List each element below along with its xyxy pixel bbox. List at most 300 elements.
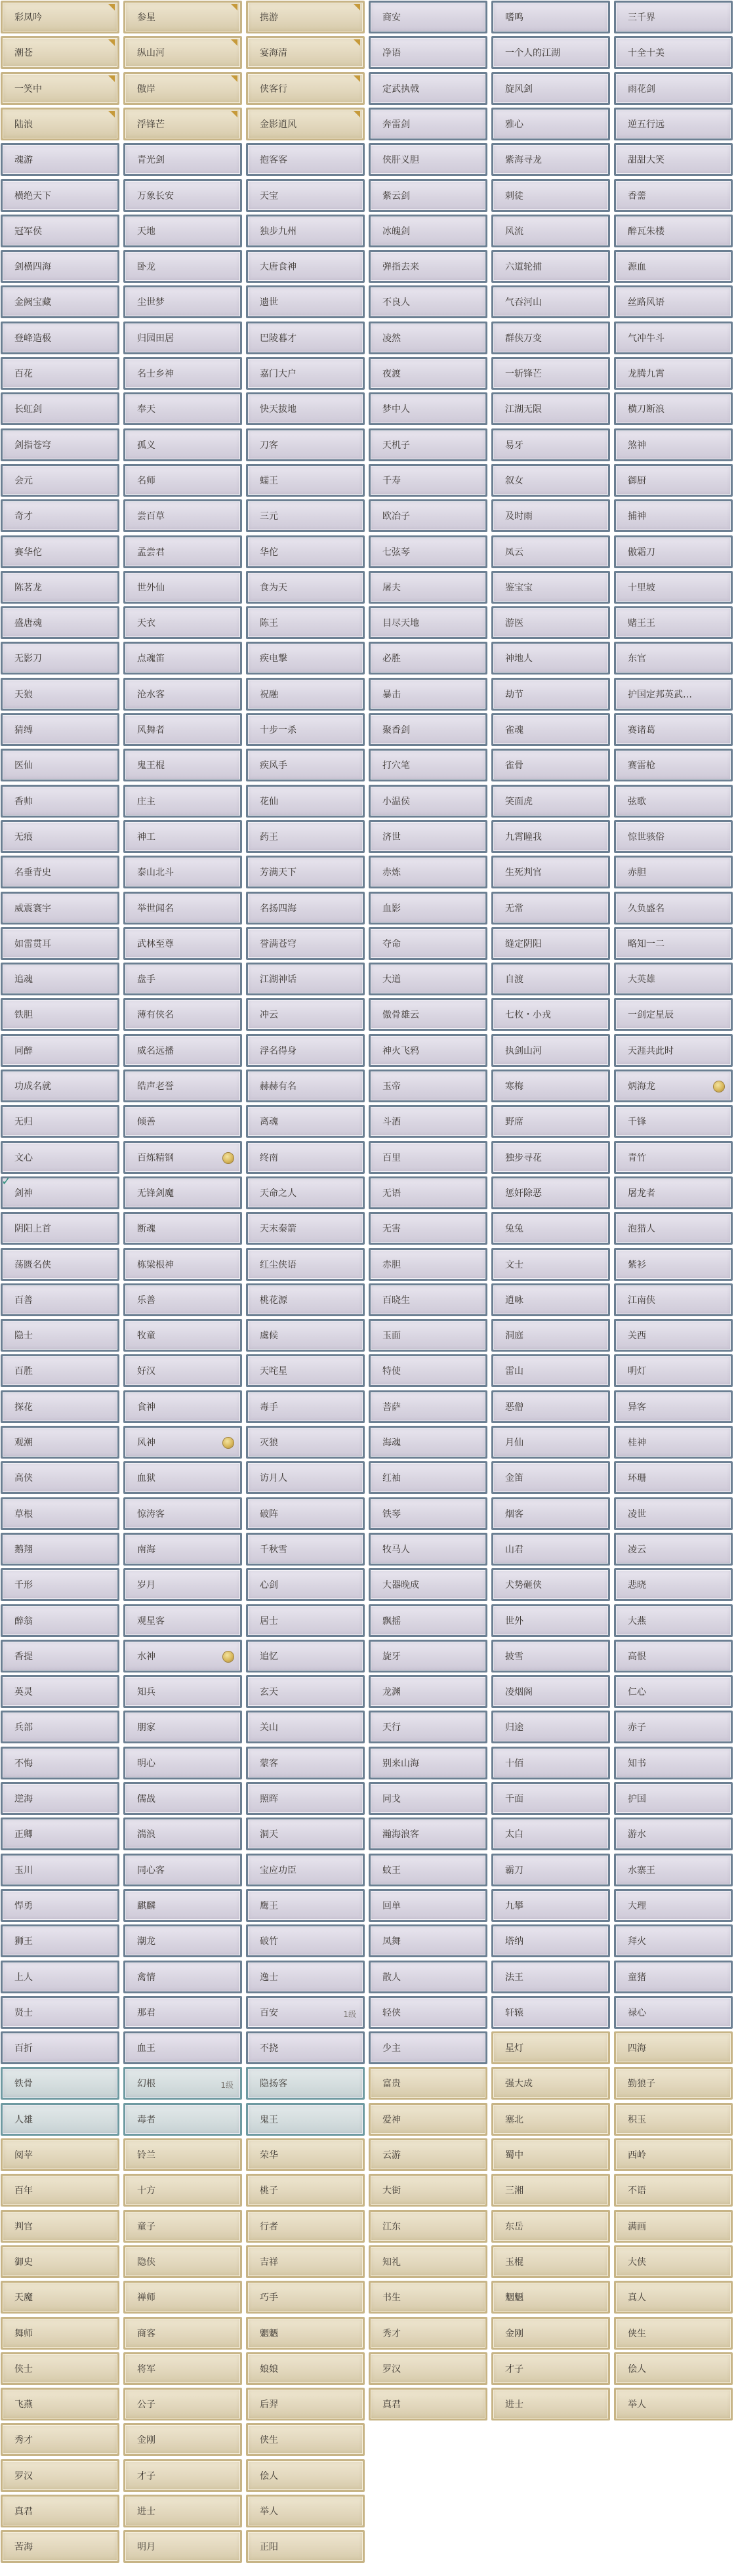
title-tile[interactable] <box>369 285 487 318</box>
title-tile[interactable] <box>1 1319 119 1352</box>
title-tile[interactable] <box>246 606 365 639</box>
title-tile[interactable] <box>491 1426 610 1459</box>
title-tile[interactable] <box>369 1070 487 1102</box>
title-tile[interactable] <box>491 1176 610 1209</box>
title-tile[interactable] <box>246 2067 365 2100</box>
title-tile[interactable] <box>246 464 365 497</box>
title-tile[interactable] <box>1 1034 119 1067</box>
title-tile[interactable] <box>1 1854 119 1886</box>
title-tile[interactable] <box>123 1 242 33</box>
title-tile[interactable] <box>491 1533 610 1566</box>
title-tile[interactable] <box>491 1961 610 1993</box>
title-tile[interactable] <box>614 2103 733 2136</box>
title-tile[interactable] <box>1 1497 119 1530</box>
title-tile[interactable] <box>491 2388 610 2420</box>
title-tile[interactable] <box>1 357 119 390</box>
title-tile[interactable] <box>123 1996 242 2029</box>
title-tile[interactable] <box>123 1924 242 1957</box>
title-tile[interactable] <box>491 2103 610 2136</box>
title-tile[interactable] <box>123 2103 242 2136</box>
title-tile[interactable] <box>246 1354 365 1387</box>
title-tile[interactable] <box>123 2031 242 2064</box>
title-tile[interactable] <box>1 1675 119 1708</box>
title-tile[interactable] <box>614 1604 733 1637</box>
title-tile[interactable] <box>491 820 610 853</box>
title-tile[interactable] <box>369 322 487 354</box>
title-tile[interactable] <box>491 2352 610 2385</box>
title-tile[interactable] <box>246 285 365 318</box>
title-tile[interactable] <box>369 72 487 105</box>
title-tile[interactable] <box>369 2352 487 2385</box>
title-tile[interactable] <box>1 856 119 888</box>
title-tile[interactable] <box>1 1924 119 1957</box>
title-tile[interactable] <box>1 1070 119 1102</box>
title-tile[interactable] <box>369 749 487 781</box>
title-tile[interactable] <box>1 927 119 960</box>
title-tile[interactable] <box>614 1818 733 1850</box>
title-tile[interactable] <box>369 215 487 247</box>
title-tile[interactable] <box>1 2530 119 2563</box>
title-tile[interactable] <box>1 2210 119 2243</box>
title-tile[interactable] <box>1 571 119 604</box>
title-tile[interactable] <box>123 1711 242 1743</box>
title-tile[interactable] <box>1 713 119 746</box>
title-tile[interactable] <box>491 322 610 354</box>
title-tile[interactable] <box>246 2138 365 2171</box>
title-tile[interactable] <box>1 2423 119 2456</box>
title-tile[interactable] <box>614 1961 733 1993</box>
title-tile[interactable] <box>123 143 242 176</box>
title-tile[interactable] <box>246 1390 365 1423</box>
title-tile[interactable] <box>123 1319 242 1352</box>
title-tile[interactable] <box>123 1426 242 1459</box>
title-tile[interactable] <box>369 2388 487 2420</box>
title-tile[interactable] <box>1 499 119 532</box>
title-tile[interactable] <box>369 2317 487 2350</box>
title-tile[interactable] <box>491 143 610 176</box>
title-tile[interactable] <box>369 892 487 924</box>
title-tile[interactable] <box>369 1426 487 1459</box>
title-tile[interactable] <box>614 1176 733 1209</box>
title-tile[interactable] <box>246 1141 365 1174</box>
title-tile[interactable] <box>1 2138 119 2171</box>
title-tile[interactable] <box>1 892 119 924</box>
title-tile[interactable] <box>123 250 242 283</box>
title-tile[interactable] <box>123 1354 242 1387</box>
title-tile[interactable] <box>246 2245 365 2278</box>
title-tile[interactable] <box>369 2067 487 2100</box>
title-tile[interactable] <box>614 820 733 853</box>
title-tile[interactable] <box>614 2388 733 2420</box>
title-tile[interactable] <box>369 1924 487 1957</box>
title-tile[interactable] <box>1 606 119 639</box>
title-tile[interactable] <box>614 998 733 1031</box>
title-tile[interactable] <box>369 1568 487 1601</box>
title-tile[interactable] <box>614 1 733 33</box>
title-tile[interactable] <box>614 179 733 212</box>
title-tile[interactable] <box>246 571 365 604</box>
title-tile[interactable] <box>491 1782 610 1815</box>
title-tile[interactable] <box>614 571 733 604</box>
title-tile[interactable] <box>246 1604 365 1637</box>
title-tile[interactable] <box>369 392 487 425</box>
title-tile[interactable] <box>246 1675 365 1708</box>
title-tile[interactable] <box>369 1818 487 1850</box>
title-tile[interactable] <box>1 1711 119 1743</box>
title-tile[interactable] <box>491 2210 610 2243</box>
title-tile[interactable] <box>369 820 487 853</box>
title-tile[interactable] <box>246 1854 365 1886</box>
title-tile[interactable] <box>369 1141 487 1174</box>
title-tile[interactable] <box>614 642 733 675</box>
title-tile[interactable] <box>123 1212 242 1245</box>
title-tile[interactable] <box>369 642 487 675</box>
title-tile[interactable] <box>1 998 119 1031</box>
title-tile[interactable] <box>614 1070 733 1102</box>
title-tile[interactable] <box>491 1497 610 1530</box>
title-tile[interactable] <box>1 820 119 853</box>
title-tile[interactable] <box>246 856 365 888</box>
title-tile[interactable] <box>369 2174 487 2207</box>
title-tile[interactable] <box>246 2459 365 2492</box>
title-tile[interactable] <box>614 2174 733 2207</box>
title-tile[interactable] <box>369 1961 487 1993</box>
title-tile[interactable] <box>123 357 242 390</box>
title-tile[interactable] <box>246 713 365 746</box>
title-tile[interactable] <box>123 963 242 995</box>
title-tile[interactable] <box>614 1354 733 1387</box>
title-tile[interactable] <box>1 464 119 497</box>
title-tile[interactable] <box>491 2138 610 2171</box>
title-tile[interactable] <box>369 856 487 888</box>
title-tile[interactable] <box>1 108 119 140</box>
title-tile[interactable] <box>491 1568 610 1601</box>
title-tile[interactable] <box>246 963 365 995</box>
title-tile[interactable] <box>491 215 610 247</box>
title-tile[interactable] <box>491 2067 610 2100</box>
title-tile[interactable] <box>123 2067 242 2100</box>
title-tile[interactable] <box>1 1461 119 1494</box>
title-tile[interactable] <box>246 215 365 247</box>
title-tile[interactable] <box>123 1034 242 1067</box>
title-tile[interactable] <box>614 36 733 69</box>
title-tile[interactable] <box>614 1568 733 1601</box>
title-tile[interactable] <box>123 285 242 318</box>
title-tile[interactable] <box>123 535 242 568</box>
title-tile[interactable] <box>491 1889 610 1922</box>
title-tile[interactable] <box>1 1818 119 1850</box>
title-tile[interactable] <box>246 1711 365 1743</box>
title-tile[interactable] <box>1 250 119 283</box>
title-tile[interactable] <box>1 215 119 247</box>
title-tile[interactable] <box>246 1782 365 1815</box>
title-tile[interactable] <box>614 927 733 960</box>
title-tile[interactable] <box>246 36 365 69</box>
title-tile[interactable] <box>123 72 242 105</box>
title-tile[interactable] <box>491 1604 610 1637</box>
title-tile[interactable] <box>369 1711 487 1743</box>
title-tile[interactable] <box>369 2281 487 2314</box>
title-tile[interactable] <box>246 2423 365 2456</box>
title-tile[interactable] <box>246 1 365 33</box>
title-tile[interactable] <box>614 250 733 283</box>
title-tile[interactable] <box>369 1640 487 1672</box>
title-tile[interactable] <box>246 428 365 461</box>
title-tile[interactable] <box>491 36 610 69</box>
title-tile[interactable] <box>369 1675 487 1708</box>
title-tile[interactable] <box>246 2174 365 2207</box>
title-tile[interactable] <box>1 2031 119 2064</box>
title-tile[interactable] <box>369 1747 487 1779</box>
title-tile[interactable] <box>491 642 610 675</box>
title-tile[interactable] <box>369 535 487 568</box>
title-tile[interactable] <box>246 72 365 105</box>
title-tile[interactable] <box>1 1105 119 1138</box>
title-tile[interactable] <box>246 2352 365 2385</box>
title-tile[interactable] <box>369 713 487 746</box>
title-tile[interactable] <box>123 1889 242 1922</box>
title-tile[interactable] <box>1 2245 119 2278</box>
title-tile[interactable] <box>123 36 242 69</box>
title-tile[interactable] <box>246 927 365 960</box>
title-tile[interactable] <box>491 1283 610 1316</box>
title-tile[interactable] <box>369 108 487 140</box>
title-tile[interactable] <box>246 1924 365 1957</box>
title-tile[interactable] <box>614 285 733 318</box>
title-tile[interactable] <box>1 2103 119 2136</box>
title-tile[interactable] <box>123 785 242 818</box>
title-tile[interactable] <box>614 1924 733 1957</box>
title-tile[interactable] <box>246 1105 365 1138</box>
title-tile[interactable] <box>614 2067 733 2100</box>
title-tile[interactable] <box>614 1996 733 2029</box>
title-tile[interactable] <box>123 1105 242 1138</box>
title-tile[interactable] <box>369 1533 487 1566</box>
title-tile[interactable] <box>491 749 610 781</box>
title-tile[interactable] <box>1 1354 119 1387</box>
title-tile[interactable] <box>123 2388 242 2420</box>
title-tile[interactable] <box>491 2317 610 2350</box>
title-tile[interactable] <box>246 1818 365 1850</box>
title-tile[interactable] <box>369 1176 487 1209</box>
title-tile[interactable] <box>246 499 365 532</box>
title-tile[interactable] <box>246 785 365 818</box>
title-tile[interactable] <box>491 1747 610 1779</box>
title-tile[interactable] <box>1 2459 119 2492</box>
title-tile[interactable] <box>491 1461 610 1494</box>
title-tile[interactable] <box>246 1070 365 1102</box>
title-tile[interactable] <box>123 713 242 746</box>
title-tile[interactable] <box>614 1889 733 1922</box>
title-tile[interactable] <box>123 2174 242 2207</box>
title-tile[interactable] <box>1 535 119 568</box>
title-tile[interactable] <box>123 1604 242 1637</box>
title-tile[interactable] <box>1 2388 119 2420</box>
title-tile[interactable] <box>491 250 610 283</box>
title-tile[interactable] <box>491 1854 610 1886</box>
title-tile[interactable] <box>1 963 119 995</box>
title-tile[interactable] <box>369 1390 487 1423</box>
title-tile[interactable] <box>614 428 733 461</box>
title-tile[interactable] <box>614 215 733 247</box>
title-tile[interactable] <box>491 1675 610 1708</box>
title-tile[interactable] <box>1 36 119 69</box>
title-tile[interactable] <box>246 143 365 176</box>
title-tile[interactable] <box>614 1461 733 1494</box>
title-tile[interactable] <box>614 2210 733 2243</box>
title-tile[interactable] <box>246 1248 365 1281</box>
title-tile[interactable] <box>369 1 487 33</box>
title-tile[interactable] <box>491 1711 610 1743</box>
title-tile[interactable] <box>1 1640 119 1672</box>
title-tile[interactable] <box>123 179 242 212</box>
title-tile[interactable] <box>614 1283 733 1316</box>
title-tile[interactable] <box>123 2495 242 2527</box>
title-tile[interactable] <box>491 606 610 639</box>
title-tile[interactable] <box>246 2317 365 2350</box>
title-tile[interactable] <box>123 2423 242 2456</box>
title-tile[interactable] <box>491 571 610 604</box>
title-tile[interactable] <box>491 1141 610 1174</box>
title-tile[interactable] <box>246 1568 365 1601</box>
title-tile[interactable] <box>1 1141 119 1174</box>
title-tile[interactable] <box>369 464 487 497</box>
title-tile[interactable] <box>123 1961 242 1993</box>
title-tile[interactable] <box>246 1996 365 2029</box>
title-tile[interactable] <box>614 1497 733 1530</box>
title-tile[interactable] <box>491 927 610 960</box>
title-tile[interactable] <box>123 499 242 532</box>
title-tile[interactable] <box>614 749 733 781</box>
title-tile[interactable] <box>369 1604 487 1637</box>
title-tile[interactable] <box>614 1426 733 1459</box>
title-tile[interactable] <box>491 464 610 497</box>
title-tile[interactable] <box>1 72 119 105</box>
title-tile[interactable] <box>1 1283 119 1316</box>
title-tile[interactable] <box>246 1889 365 1922</box>
title-tile[interactable] <box>369 1283 487 1316</box>
title-tile[interactable] <box>1 749 119 781</box>
title-tile[interactable] <box>123 1141 242 1174</box>
title-tile[interactable] <box>369 179 487 212</box>
title-tile[interactable] <box>614 785 733 818</box>
title-tile[interactable] <box>1 2352 119 2385</box>
title-tile[interactable] <box>246 108 365 140</box>
title-tile[interactable] <box>1 392 119 425</box>
title-tile[interactable] <box>491 428 610 461</box>
title-tile[interactable] <box>246 2530 365 2563</box>
title-tile[interactable] <box>491 1212 610 1245</box>
title-tile[interactable] <box>491 1924 610 1957</box>
title-tile[interactable] <box>1 2067 119 2100</box>
title-tile[interactable] <box>369 1854 487 1886</box>
title-tile[interactable] <box>614 108 733 140</box>
title-tile[interactable] <box>369 1889 487 1922</box>
title-tile[interactable] <box>614 1105 733 1138</box>
title-tile[interactable] <box>369 785 487 818</box>
title-tile[interactable] <box>1 1996 119 2029</box>
title-tile[interactable] <box>246 1497 365 1530</box>
title-tile[interactable] <box>1 1248 119 1281</box>
title-tile[interactable] <box>369 927 487 960</box>
title-tile[interactable] <box>369 1319 487 1352</box>
title-tile[interactable] <box>246 749 365 781</box>
title-tile[interactable] <box>491 1034 610 1067</box>
title-tile[interactable] <box>246 1034 365 1067</box>
title-tile[interactable] <box>123 2281 242 2314</box>
title-tile[interactable] <box>491 785 610 818</box>
title-tile[interactable] <box>123 2245 242 2278</box>
title-tile[interactable] <box>614 72 733 105</box>
title-tile[interactable] <box>123 998 242 1031</box>
title-tile[interactable] <box>369 250 487 283</box>
title-tile[interactable] <box>614 464 733 497</box>
title-tile[interactable] <box>123 2352 242 2385</box>
title-tile[interactable] <box>123 2317 242 2350</box>
title-tile[interactable] <box>614 392 733 425</box>
title-tile[interactable] <box>491 179 610 212</box>
title-tile[interactable] <box>123 571 242 604</box>
title-tile[interactable] <box>369 1782 487 1815</box>
title-tile[interactable] <box>123 215 242 247</box>
title-tile[interactable] <box>246 1319 365 1352</box>
title-tile[interactable] <box>1 678 119 711</box>
title-tile[interactable] <box>1 1961 119 1993</box>
title-tile[interactable] <box>614 1747 733 1779</box>
title-tile[interactable] <box>614 2138 733 2171</box>
title-tile[interactable] <box>369 1248 487 1281</box>
title-tile[interactable] <box>1 428 119 461</box>
title-tile[interactable] <box>614 1141 733 1174</box>
title-tile[interactable] <box>246 2210 365 2243</box>
title-tile[interactable] <box>369 678 487 711</box>
title-tile[interactable] <box>1 322 119 354</box>
title-tile[interactable] <box>491 1640 610 1672</box>
title-tile[interactable] <box>246 2495 365 2527</box>
title-tile[interactable] <box>491 1070 610 1102</box>
title-tile[interactable] <box>1 1 119 33</box>
title-tile[interactable] <box>1 2174 119 2207</box>
title-tile[interactable] <box>491 108 610 140</box>
title-tile[interactable] <box>123 2530 242 2563</box>
title-tile[interactable] <box>614 963 733 995</box>
title-tile[interactable] <box>246 392 365 425</box>
title-tile[interactable] <box>369 1212 487 1245</box>
title-tile[interactable] <box>246 1212 365 1245</box>
title-tile[interactable] <box>369 571 487 604</box>
title-tile[interactable] <box>123 606 242 639</box>
title-tile[interactable] <box>491 72 610 105</box>
title-tile[interactable] <box>246 322 365 354</box>
title-tile[interactable] <box>1 785 119 818</box>
title-tile[interactable] <box>491 892 610 924</box>
title-tile[interactable] <box>491 2245 610 2278</box>
title-tile[interactable] <box>1 1604 119 1637</box>
title-tile[interactable] <box>491 678 610 711</box>
title-tile[interactable] <box>123 856 242 888</box>
title-tile[interactable] <box>246 2281 365 2314</box>
title-tile[interactable] <box>369 357 487 390</box>
title-tile[interactable] <box>123 392 242 425</box>
title-tile[interactable] <box>123 1533 242 1566</box>
title-tile[interactable] <box>614 357 733 390</box>
title-tile[interactable] <box>614 2245 733 2278</box>
title-tile[interactable] <box>369 2031 487 2064</box>
title-tile[interactable] <box>123 749 242 781</box>
title-tile[interactable] <box>614 1640 733 1672</box>
title-tile[interactable] <box>123 1070 242 1102</box>
title-tile[interactable] <box>123 1283 242 1316</box>
